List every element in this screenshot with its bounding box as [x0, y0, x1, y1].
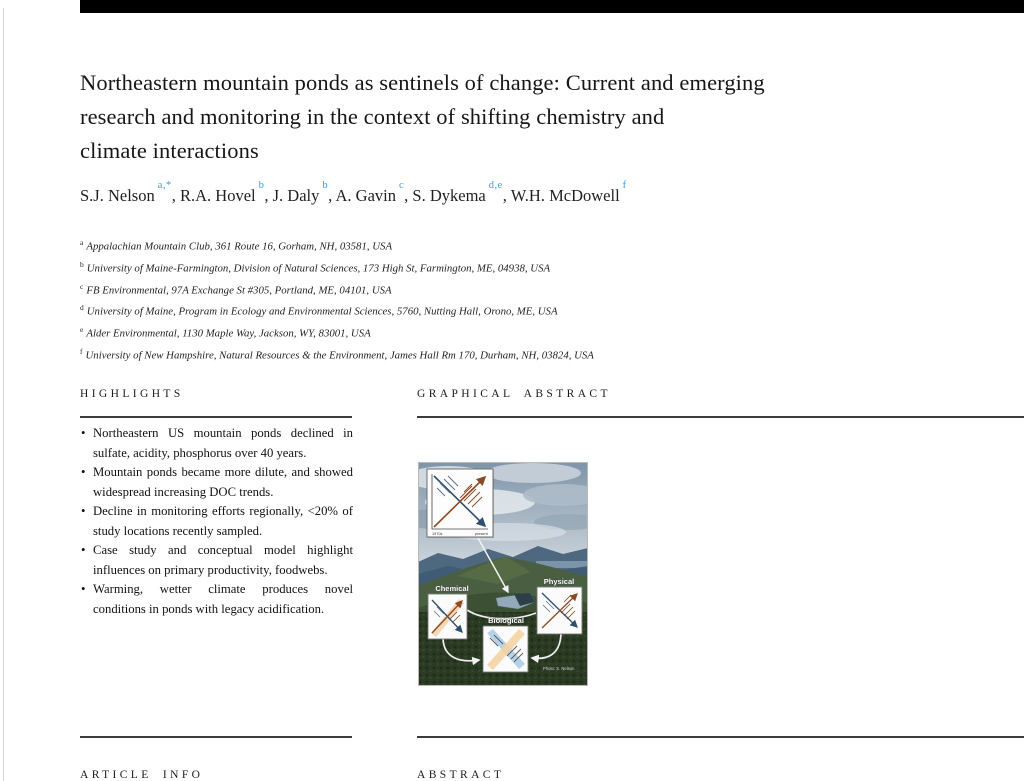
timeline-end-label: present — [475, 532, 488, 536]
author-superscript-link[interactable]: d,e — [488, 179, 503, 191]
highlight-item: • Mountain ponds became more dilute, and showed widespread increasing DOC trends. — [80, 463, 353, 502]
highlight-item: • Decline in monitoring efforts regionally, <20% of study locations recently sampled. — [80, 502, 353, 541]
journal-banner-bar — [80, 0, 1024, 13]
abstract-heading: ABSTRACT — [417, 769, 505, 781]
affiliation-line: $^d$ University of Maine, Program in Ecology and Environmental Sciences, 5760, Nutting Hall, Orono, ME, USA — [80, 303, 558, 318]
page-left-divider — [3, 8, 4, 781]
article-info-rule — [80, 736, 352, 738]
author-superscript-link[interactable]: f — [622, 179, 627, 191]
affiliation-line: $^b$ University of Maine-Farmington, Division of Natural Sciences, 173 High St, Farmington, ME, 04938, USA — [80, 259, 551, 275]
ga-label-biological: Biological — [488, 616, 524, 625]
article-info-heading: ARTICLE INFO — [80, 769, 204, 781]
author: S.J. Nelson$^{a,*}$, — [80, 179, 181, 205]
author-superscript-link[interactable]: c — [398, 179, 405, 191]
author-superscript-link[interactable]: b — [322, 179, 329, 191]
highlight-item: • Northeastern US mountain ponds declined in sulfate, acidity, phosphorus over 40 years. — [80, 424, 353, 463]
trend-box-biological — [483, 626, 528, 672]
ga-label-chemical: Chemical — [435, 584, 469, 593]
title-line: Northeastern mountain ponds as sentinels of change: Current and emerging — [80, 70, 765, 95]
highlights-list — [80, 424, 353, 619]
graphical-abstract-rule — [417, 416, 1024, 418]
highlights-rule — [80, 416, 352, 418]
timeline-start-label: 1970s — [432, 532, 443, 536]
authors-line — [80, 179, 627, 206]
title-line: research and monitoring in the context of shifting chemistry and — [80, 104, 665, 129]
highlight-item: • Case study and conceptual model highlight influences on primary productivity, foodwebs. — [80, 541, 353, 580]
author: R.A. Hovel$^b$, — [180, 179, 273, 205]
trend-box-chemical — [428, 594, 467, 639]
author: J. Daly$^b$, — [272, 179, 336, 205]
page-title — [80, 66, 765, 168]
graphical-abstract-heading: GRAPHICAL ABSTRACT — [417, 388, 611, 400]
highlight-item: • Warming, wetter climate produces novel conditions in ponds with legacy acidification. — [80, 580, 353, 619]
author-superscript-link[interactable]: b — [258, 179, 265, 191]
highlights-heading: HIGHLIGHTS — [80, 388, 184, 400]
author-superscript-link[interactable]: a,* — [157, 179, 172, 191]
affiliations-block — [80, 234, 594, 365]
abstract-rule — [417, 736, 1024, 738]
trend-box-overview — [427, 469, 494, 538]
title-line: climate interactions — [80, 138, 259, 163]
ga-label-physical: Physical — [543, 577, 575, 586]
affiliation-line: $^f$ University of New Hampshire, Natural Resources & the Environment, James Hall Rm 170, Durham, NH, 03824, USA — [80, 346, 594, 362]
photo-credit: Photo: S. Nelson — [543, 666, 575, 671]
affiliation-line: $^a$ Appalachian Mountain Club, 361 Route 16, Gorham, NH, 03581, USA — [80, 238, 393, 253]
affiliation-line: $^e$ Alder Environmental, 1130 Maple Way, Jackson, WY, 83001, USA — [80, 325, 371, 340]
trend-box-physical — [537, 587, 582, 634]
affiliation-line: $^c$ FB Environmental, 97A Exchange St #305, Portland, ME, 04101, USA — [80, 281, 392, 297]
author: W.H. McDowell$^f$ — [510, 179, 627, 205]
graphical-abstract-figure[interactable] — [418, 462, 588, 686]
author: A. Gavin$^c$, — [335, 179, 413, 205]
mountain-pond-photo — [418, 462, 588, 686]
author: S. Dykema$^{d,e}$, — [412, 179, 511, 205]
